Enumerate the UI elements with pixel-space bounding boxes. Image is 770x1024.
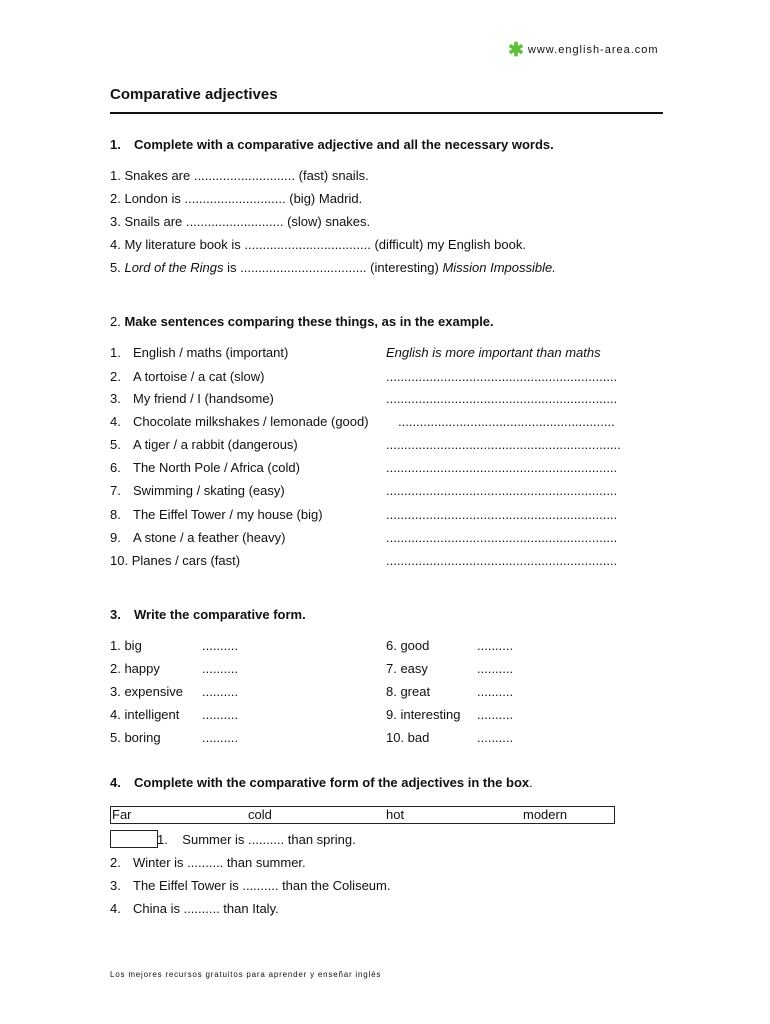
s1-item-1: 1. Snakes are ............................ (fast) snails. <box>110 168 369 183</box>
s2-answer-5: ................................................................. <box>386 437 621 452</box>
s2-item-8: 8. The Eiffel Tower / my house (big) <box>110 507 323 522</box>
s1-item-4: 4. My literature book is ................................... (difficult) my English book. <box>110 237 526 252</box>
s3-word-5: 5. boring <box>110 730 161 745</box>
s3-dots-10: .......... <box>477 730 514 745</box>
box-word-far: Far <box>112 807 132 822</box>
s3-dots-5: .......... <box>202 730 239 745</box>
s2-item-10: 10. Planes / cars (fast) <box>110 553 241 568</box>
s3-dots-8: .......... <box>477 684 514 699</box>
s2-example-answer: English is more important than maths <box>386 345 601 360</box>
s4-item-1: 1. Summer is .......... than spring. <box>157 832 356 847</box>
s3-word-10: 10. bad <box>386 730 430 745</box>
blank-box <box>110 830 158 848</box>
s2-answer-7: ................................................................ <box>386 483 618 498</box>
s2-item-2: 2. A tortoise / a cat (slow) <box>110 369 265 384</box>
s3-dots-3: .......... <box>202 684 239 699</box>
s2-answer-4: ............................................................ <box>398 414 615 429</box>
s2-item-4: 4. Chocolate milkshakes / lemonade (good) <box>110 414 369 429</box>
s3-word-3: 3. expensive <box>110 684 183 699</box>
s2-answer-6: ................................................................ <box>386 460 618 475</box>
s2-item-3: 3. My friend / I (handsome) <box>110 391 274 406</box>
s3-dots-1: .......... <box>202 638 239 653</box>
s2-item-7: 7. Swimming / skating (easy) <box>110 483 285 498</box>
s2-item-1: 1. English / maths (important) <box>110 345 289 360</box>
s3-dots-4: .......... <box>202 707 239 722</box>
site-url-text: www.english-area.com <box>527 44 659 56</box>
s2-item-5: 5. A tiger / a rabbit (dangerous) <box>110 437 298 452</box>
s2-answer-10: ................................................................ <box>386 553 618 568</box>
s2-item-9: 9. A stone / a feather (heavy) <box>110 530 286 545</box>
section-4-heading: 4. Complete with the comparative form of the adjectives in the box. <box>110 775 533 790</box>
s2-answer-8: ................................................................ <box>386 507 618 522</box>
s3-dots-6: .......... <box>477 638 514 653</box>
box-word-cold: cold <box>248 807 272 822</box>
section-1-heading: 1. Complete with a comparative adjective and all the necessary words. <box>110 137 554 152</box>
s2-answer-3: ................................................................ <box>386 391 618 406</box>
asterisk-logo-icon: ✱ <box>508 39 525 61</box>
page-title: Comparative adjectives <box>110 86 278 103</box>
s1-item-2: 2. London is ............................ (big) Madrid. <box>110 191 363 206</box>
box-word-modern: modern <box>523 807 568 822</box>
word-box <box>110 806 615 824</box>
s3-word-4: 4. intelligent <box>110 707 180 722</box>
s3-word-2: 2. happy <box>110 661 160 676</box>
s3-word-7: 7. easy <box>386 661 428 676</box>
s3-dots-2: .......... <box>202 661 239 676</box>
s3-dots-9: .......... <box>477 707 514 722</box>
s2-item-6: 6. The North Pole / Africa (cold) <box>110 460 300 475</box>
s4-item-3: 3. The Eiffel Tower is .......... than the Coliseum. <box>110 878 391 893</box>
s1-item-5: 5. Lord of the Rings is ................................... (interesting) Mission Impossible. <box>110 260 556 275</box>
s3-word-6: 6. good <box>386 638 430 653</box>
s4-item-4: 4. China is .......... than Italy. <box>110 901 279 916</box>
s3-word-1: 1. big <box>110 638 142 653</box>
s3-word-8: 8. great <box>386 684 431 699</box>
s1-item-3: 3. Snails are ........................... (slow) snakes. <box>110 214 371 229</box>
section-2-heading: 2. Make sentences comparing these things, as in the example. <box>110 314 494 329</box>
s3-word-9: 9. interesting <box>386 707 461 722</box>
s2-answer-2: ................................................................ <box>386 369 618 384</box>
s2-answer-9: ................................................................ <box>386 530 618 545</box>
box-word-hot: hot <box>386 807 405 822</box>
s3-dots-7: .......... <box>477 661 514 676</box>
title-divider <box>110 112 663 114</box>
site-url <box>508 39 659 61</box>
s4-item-2: 2. Winter is .......... than summer. <box>110 855 306 870</box>
footer-text: Los mejores recursos gratuitos para aprender y enseñar inglés <box>110 970 382 979</box>
section-3-heading: 3. Write the comparative form. <box>110 607 306 622</box>
